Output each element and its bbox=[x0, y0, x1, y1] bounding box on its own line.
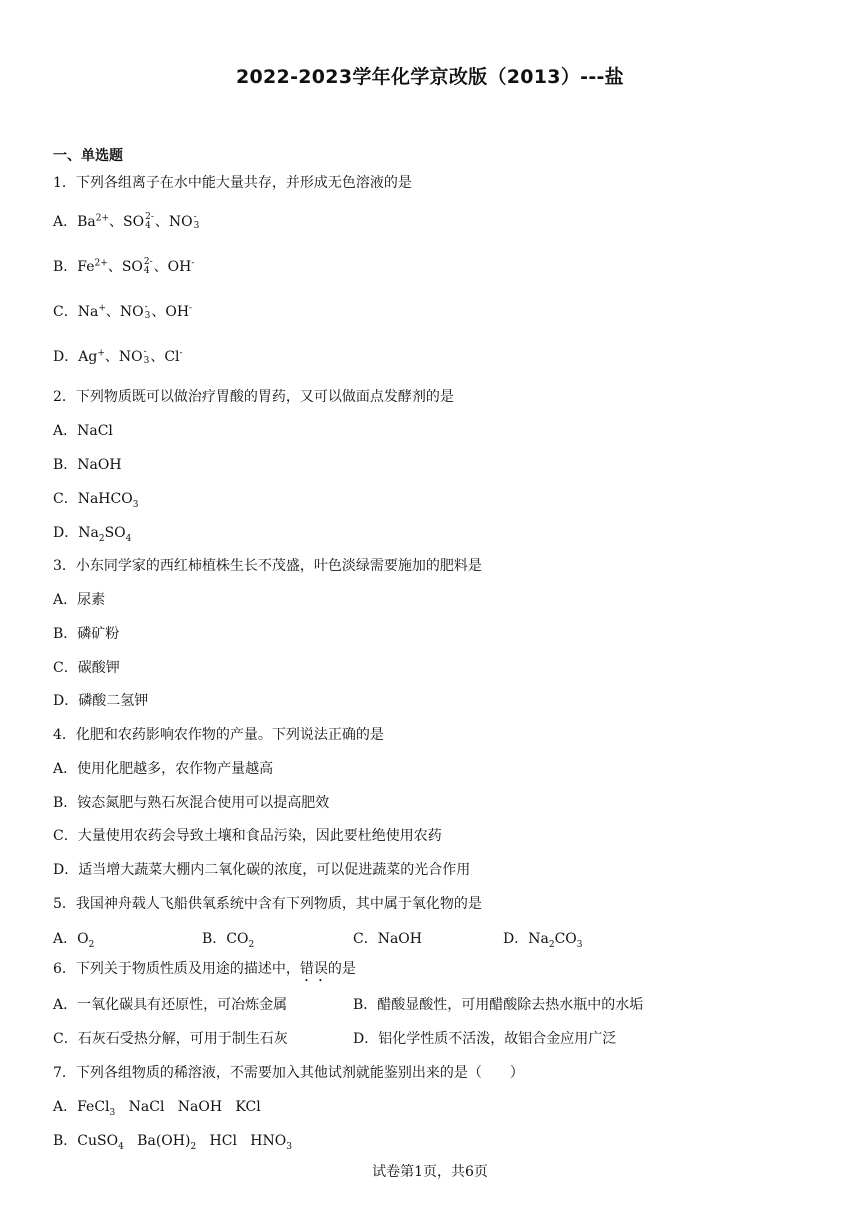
question-3-option-c[interactable]: C．碳酸钾 bbox=[53, 660, 120, 676]
subscript: 2 bbox=[88, 939, 95, 950]
question-7-option-b[interactable] bbox=[53, 1132, 292, 1150]
question-1-option-a[interactable] bbox=[53, 213, 200, 231]
section-heading: 一、单选题 bbox=[53, 148, 123, 164]
separator: 、 bbox=[104, 349, 119, 365]
question-4-option-a[interactable]: A．使用化肥越多，农作物产量越高 bbox=[53, 761, 274, 777]
question-5-option-c[interactable]: C．NaOH bbox=[353, 931, 422, 947]
question-6-option-c[interactable]: C．石灰石受热分解，可用于制生石灰 bbox=[53, 1031, 288, 1047]
ion-symbol: SO bbox=[121, 259, 143, 275]
separator: 、 bbox=[105, 304, 120, 320]
ion-symbol: Ba bbox=[77, 214, 96, 230]
ion-script bbox=[144, 348, 150, 366]
question-3-option-a[interactable]: A．尿素 bbox=[53, 592, 106, 608]
question-4-option-d[interactable]: D．适当增大蔬菜大棚内二氧化碳的浓度，可以促进蔬菜的光合作用 bbox=[53, 862, 471, 878]
ion-symbol: NO bbox=[168, 214, 193, 230]
option-label: C． bbox=[53, 304, 78, 320]
stem-text: 6．下列关于物质性质及用途的描述中， bbox=[53, 961, 300, 977]
page-title: 2022-2023学年化学京改版（2013）---盐 bbox=[236, 66, 624, 88]
ion-script bbox=[144, 258, 153, 276]
ion-script bbox=[194, 213, 200, 231]
question-1-option-c[interactable] bbox=[53, 303, 192, 321]
ion-symbol: Fe bbox=[77, 259, 95, 275]
ion-count: 4 bbox=[145, 221, 151, 231]
option-text: A．FeCl bbox=[53, 1099, 110, 1115]
subscript: 4 bbox=[118, 1141, 124, 1152]
separator: 、 bbox=[107, 259, 122, 275]
ion-count: 4 bbox=[143, 266, 150, 276]
subscript: 2 bbox=[248, 939, 255, 950]
subscript: 3 bbox=[109, 1107, 116, 1118]
question-6-option-a[interactable]: A．一氧化碳具有还原性，可冶炼金属 bbox=[53, 997, 288, 1013]
option-label: B． bbox=[53, 259, 78, 275]
ion-charge: 2- bbox=[143, 257, 153, 267]
question-2-stem: 2．下列物质既可以做治疗胃酸的胃药，又可以做面点发酵剂的是 bbox=[53, 389, 454, 405]
subscript: 3 bbox=[132, 499, 139, 510]
separator: 、 bbox=[150, 349, 165, 365]
option-text: SO bbox=[104, 525, 126, 541]
question-4-option-b[interactable]: B．铵态氮肥与熟石灰混合使用可以提高肥效 bbox=[53, 795, 330, 811]
question-7-option-a[interactable] bbox=[53, 1098, 261, 1116]
question-4-stem: 4．化肥和农药影响农作物的产量。下列说法正确的是 bbox=[53, 727, 384, 743]
ion-symbol: Na bbox=[77, 304, 99, 320]
option-text: C．NaHCO bbox=[53, 491, 133, 507]
option-label: A． bbox=[53, 214, 78, 230]
subscript: 2 bbox=[190, 1141, 197, 1152]
page-footer: 试卷第1页，共6页 bbox=[372, 1164, 488, 1180]
emphasized-word: 错误 bbox=[299, 961, 328, 977]
ion-script bbox=[145, 213, 154, 231]
option-text: B．CuSO bbox=[53, 1133, 119, 1149]
ion-count: 3 bbox=[143, 356, 150, 366]
question-3-option-d[interactable]: D．磷酸二氢钾 bbox=[53, 693, 149, 709]
subscript: 2 bbox=[548, 939, 555, 950]
ion-symbol: OH bbox=[167, 259, 192, 275]
question-1-option-d[interactable] bbox=[53, 348, 183, 366]
ion-charge: - bbox=[144, 302, 148, 312]
option-text: NaCl NaOH KCl bbox=[115, 1099, 261, 1115]
question-4-option-c[interactable]: C．大量使用农药会导致土壤和食品污染，因此要杜绝使用农药 bbox=[53, 828, 442, 844]
option-text: HCl HNO bbox=[196, 1133, 287, 1149]
question-2-option-b[interactable]: B．NaOH bbox=[53, 457, 122, 473]
question-2-option-c[interactable] bbox=[53, 490, 138, 508]
ion-symbol: NO bbox=[119, 304, 144, 320]
ion-charge: - bbox=[143, 347, 147, 357]
subscript: 3 bbox=[286, 1141, 292, 1152]
question-6-option-d[interactable]: D．铝化学性质不活泼，故铝合金应用广泛 bbox=[353, 1031, 617, 1047]
ion-count: 3 bbox=[193, 221, 200, 231]
option-text: CO bbox=[554, 931, 577, 947]
ion-symbol: NO bbox=[118, 349, 143, 365]
ion-count: 3 bbox=[144, 311, 151, 321]
option-label: D． bbox=[53, 349, 79, 365]
separator: 、 bbox=[154, 214, 169, 230]
question-1-option-b[interactable] bbox=[53, 258, 194, 276]
option-text: B．CO bbox=[202, 931, 249, 947]
question-7-stem: 7．下列各组物质的稀溶液，不需要加入其他试剂就能鉴别出来的是（ ） bbox=[53, 1065, 524, 1081]
ion-script bbox=[145, 303, 151, 321]
question-6-stem bbox=[53, 960, 356, 985]
separator: 、 bbox=[109, 214, 124, 230]
ion-charge: + bbox=[98, 303, 106, 314]
question-2-option-a[interactable]: A．NaCl bbox=[53, 423, 113, 439]
question-5-stem: 5．我国神舟载人飞船供氧系统中含有下列物质，其中属于氧化物的是 bbox=[53, 896, 482, 912]
question-6-option-b[interactable]: B．醋酸显酸性，可用醋酸除去热水瓶中的水垢 bbox=[353, 997, 644, 1013]
ion-symbol: OH bbox=[165, 304, 190, 320]
question-5-option-b[interactable] bbox=[202, 930, 254, 948]
ion-charge: + bbox=[97, 348, 105, 359]
question-3-stem: 3．小东同学家的西红柿植株生长不茂盛，叶色淡绿需要施加的肥料是 bbox=[53, 558, 482, 574]
option-text: Ba(OH) bbox=[123, 1133, 191, 1149]
stem-text: 的是 bbox=[327, 961, 356, 977]
ion-symbol: Ag bbox=[78, 349, 98, 365]
option-text: D．Na bbox=[503, 931, 549, 947]
separator: 、 bbox=[153, 259, 168, 275]
question-2-option-d[interactable] bbox=[53, 524, 131, 542]
option-text: D．Na bbox=[53, 525, 99, 541]
ion-charge: - bbox=[193, 212, 197, 222]
ion-charge: 2- bbox=[145, 212, 154, 222]
subscript: 4 bbox=[125, 533, 132, 544]
question-5-option-a[interactable] bbox=[53, 930, 94, 948]
ion-charge: - bbox=[191, 258, 195, 269]
subscript: 3 bbox=[576, 939, 583, 950]
subscript: 2 bbox=[98, 533, 105, 544]
question-5-option-d[interactable] bbox=[503, 930, 583, 948]
question-3-option-b[interactable]: B．磷矿粉 bbox=[53, 626, 120, 642]
ion-symbol: Cl bbox=[164, 349, 180, 365]
ion-charge: 2+ bbox=[95, 213, 110, 224]
option-text: A．O bbox=[53, 931, 89, 947]
ion-charge: 2+ bbox=[94, 258, 108, 269]
ion-charge: - bbox=[179, 348, 183, 359]
ion-symbol: SO bbox=[123, 214, 145, 230]
separator: 、 bbox=[151, 304, 166, 320]
question-1-stem: 1．下列各组离子在水中能大量共存，并形成无色溶液的是 bbox=[53, 175, 412, 191]
ion-charge: - bbox=[189, 303, 193, 314]
